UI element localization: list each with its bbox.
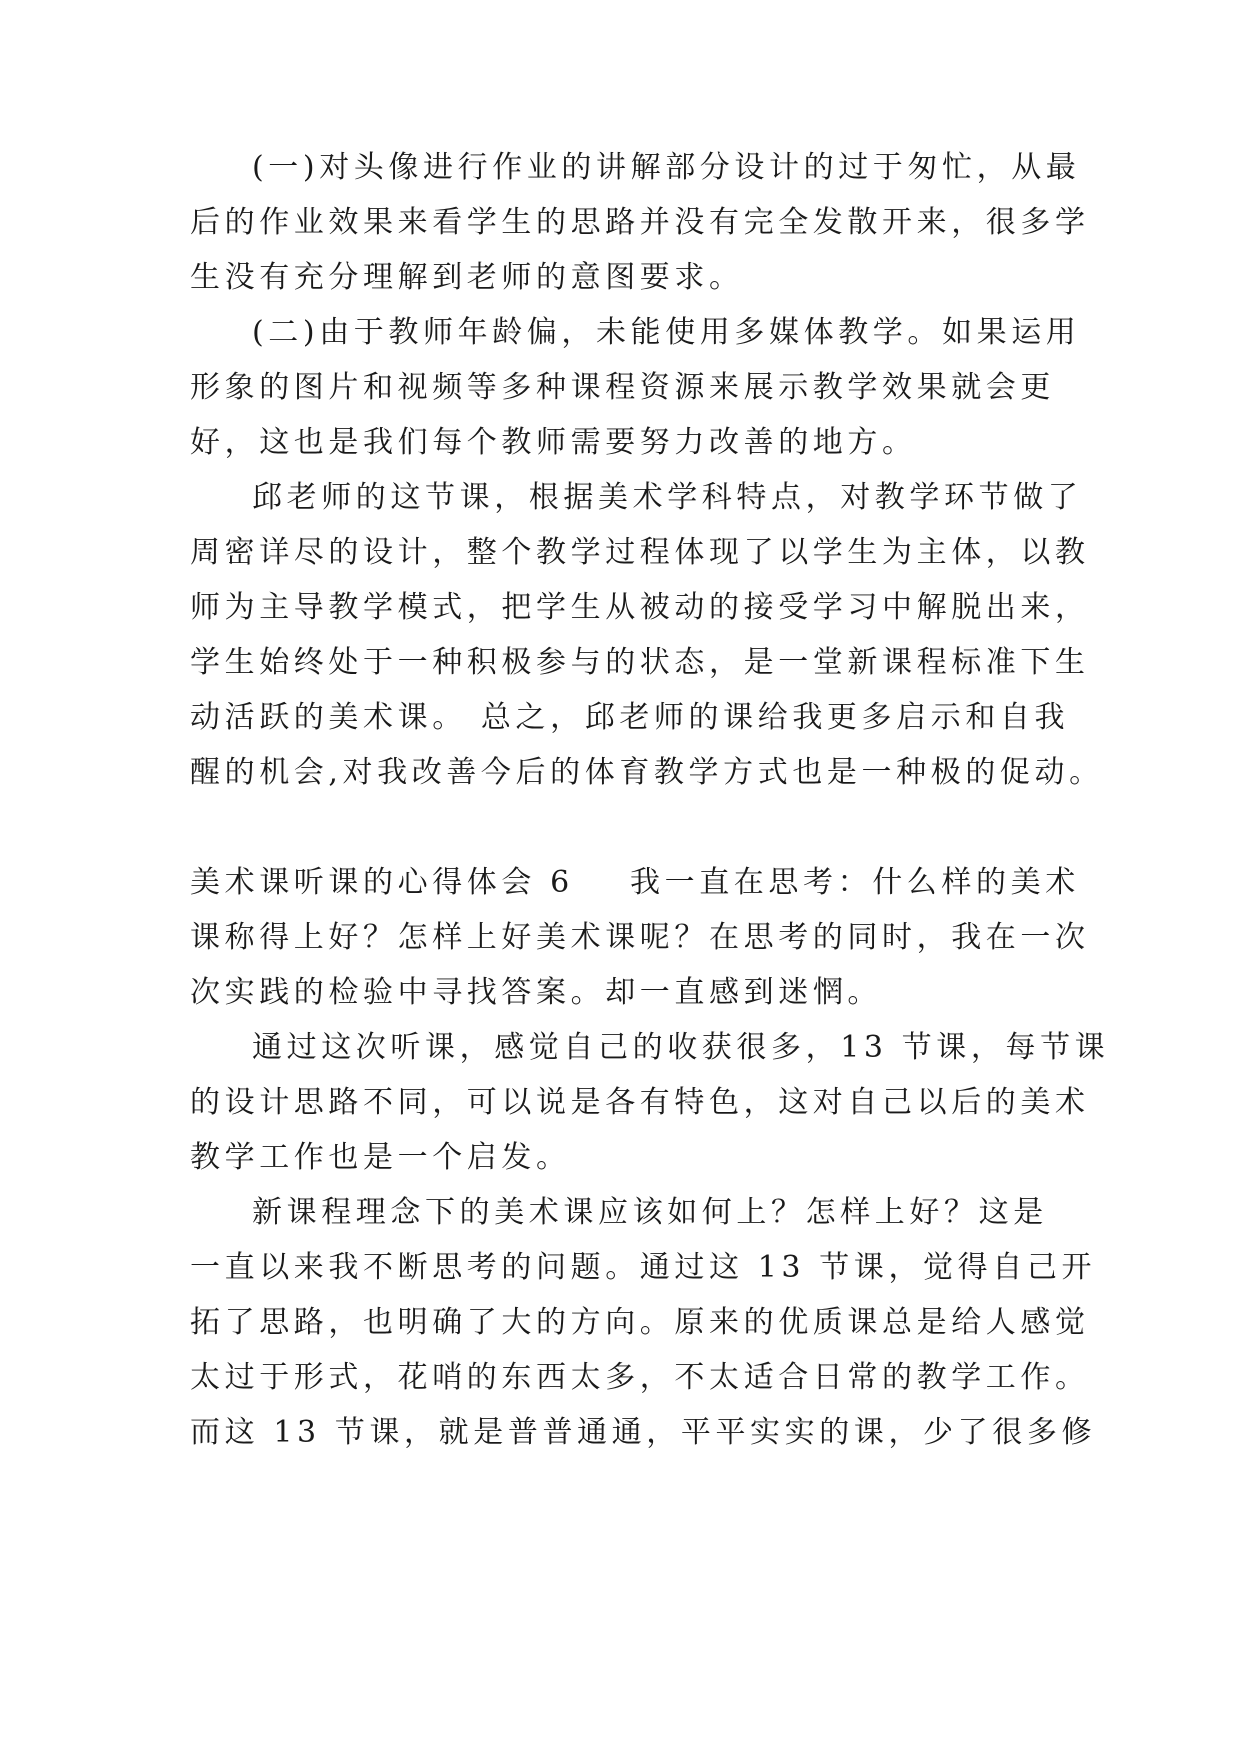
paragraph-1-line-3: 生没有充分理解到老师的意图要求。: [190, 260, 744, 295]
paragraph-4-line-3: 次实践的检验中寻找答案。却一直感到迷惘。: [190, 975, 882, 1010]
paragraph-3-line-2: 周密详尽的设计，整个教学过程体现了以学生为主体，以教: [190, 535, 1090, 570]
paragraph-6-line-4: 太过于形式，花哨的东西太多，不太适合日常的教学工作。: [190, 1360, 1090, 1395]
paragraph-3-line-4: 学生始终处于一种积极参与的状态，是一堂新课程标准下生: [190, 645, 1090, 680]
paragraph-5-line-1: 通过这次听课，感觉自己的收获很多，13 节课，每节课: [252, 1030, 1110, 1065]
paragraph-6-line-1: 新课程理念下的美术课应该如何上？怎样上好？这是: [252, 1195, 1048, 1230]
paragraph-5-line-2: 的设计思路不同，可以说是各有特色，这对自己以后的美术: [190, 1085, 1090, 1120]
paragraph-2-line-2: 形象的图片和视频等多种课程资源来展示教学效果就会更: [190, 370, 1055, 405]
paragraph-1-line-1: (一)对头像进行作业的讲解部分设计的过于匆忙，从最: [252, 150, 1081, 185]
section-heading: 美术课听课的心得体会 6: [190, 865, 574, 900]
paragraph-6-line-5: 而这 13 节课，就是普普通通，平平实实的课，少了很多修: [190, 1415, 1097, 1450]
paragraph-2-line-1: (二)由于教师年龄偏，未能使用多媒体教学。如果运用: [252, 315, 1081, 350]
paragraph-5-line-3: 教学工作也是一个启发。: [190, 1140, 571, 1175]
paragraph-6-line-2: 一直以来我不断思考的问题。通过这 13 节课，觉得自己开: [190, 1250, 1097, 1285]
paragraph-1-line-2: 后的作业效果来看学生的思路并没有完全发散开来，很多学: [190, 205, 1090, 240]
paragraph-2-line-3: 好，这也是我们每个教师需要努力改善的地方。: [190, 425, 917, 460]
paragraph-3-line-1: 邱老师的这节课，根据美术学科特点，对教学环节做了: [252, 480, 1083, 515]
paragraph-6-line-3: 拓了思路，也明确了大的方向。原来的优质课总是给人感觉: [190, 1305, 1090, 1340]
paragraph-3-line-5: 动活跃的美术课。 总之，邱老师的课给我更多启示和自我: [190, 700, 1070, 735]
paragraph-3-line-3: 师为主导教学模式，把学生从被动的接受学习中解脱出来，: [190, 590, 1090, 625]
paragraph-4-line-2: 课称得上好？怎样上好美术课呢？在思考的同时，我在一次: [190, 920, 1090, 955]
paragraph-4-line-1: 我一直在思考：什么样的美术: [630, 865, 1080, 900]
paragraph-3-line-6: 醒的机会,对我改善今后的体育教学方式也是一种极的促动。: [190, 755, 1104, 790]
